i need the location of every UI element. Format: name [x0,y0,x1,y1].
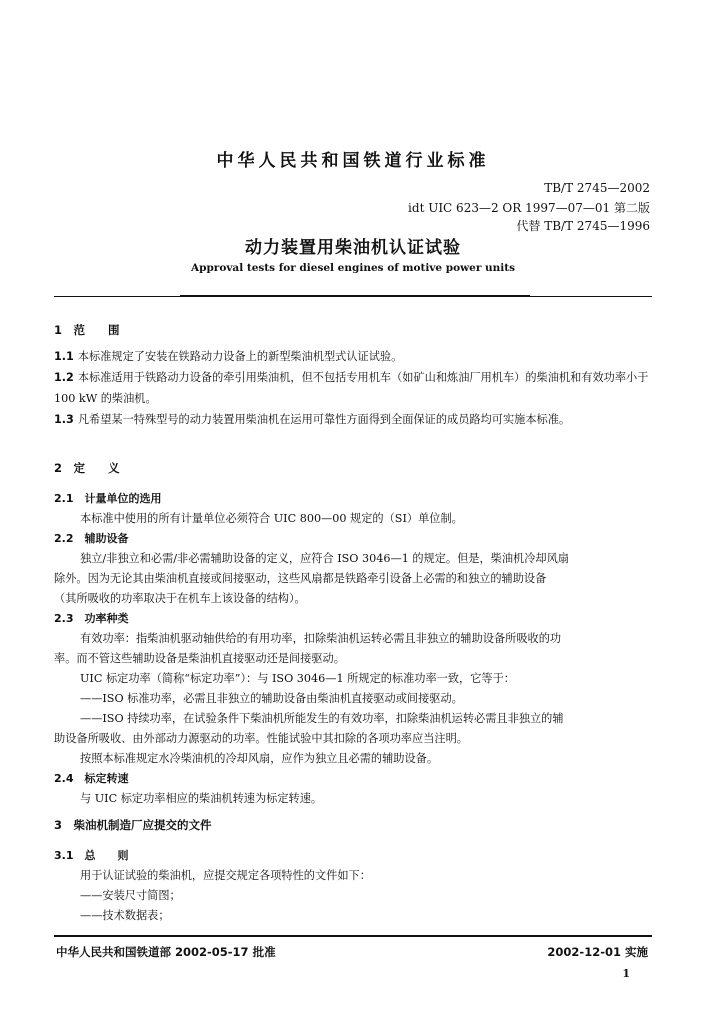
document-title-english: Approval tests for diesel engines of motive power units [190,262,516,274]
clause-text: 本标准适用于铁路动力设备的牵引用柴油机，但不包括专用机车（如矿山和炼油厂用机车）的柴油机和有效功率小于 100 kW 的柴油机。 [54,371,649,405]
clause-2-3-line: ——ISO 标准功率，必需且非独立的辅助设备由柴油机直接驱动或间接驱动。 [80,692,463,705]
clause-3-1-line: ——安装尺寸简图； [80,889,181,902]
clause-2-3-line: 有效功率：指柴油机驱动轴供给的有用功率，扣除柴油机运转必需且非独立的辅助设备所吸收的功 [80,632,562,645]
replaces-reference: 代替 TB/T 2745—1996 [516,219,650,233]
clause-3-1-heading: 3.1 总 则 [54,849,129,862]
clause-number: 1.1 [54,350,74,363]
clause-2-3-heading: 2.3 功率种类 [54,612,129,625]
section-3-heading: 3 柴油机制造厂应提交的文件 [54,818,212,832]
clause-2-3-line: ——ISO 持续功率，在试验条件下柴油机所能发生的有效功率，扣除柴油机运转必需且非独立的辅 [80,712,564,725]
clause-2-4-text: 与 UIC 标定功率相应的柴油机转速为标定转速。 [80,792,323,805]
clause-2-3-line: UIC 标定功率（简称“标定功率”）：与 ISO 3046—1 所规定的标准功率一致，它等于： [80,672,515,685]
clause-1-1 [54,346,652,367]
clause-1-2 [54,367,652,409]
clause-2-1-heading: 2.1 计量单位的选用 [54,492,162,505]
clause-2-1-text: 本标准中使用的所有计量单位必须符合 UIC 800—00 规定的（SI）单位制。 [80,512,463,525]
clause-1-3 [54,409,652,430]
footer-divider [54,935,652,937]
clause-2-3-line: 助设备所吸收、由外部动力源驱动的功率。性能试验中其扣除的各项功率应当注明。 [54,732,468,745]
document-title: 动力装置用柴油机认证试验 [245,238,461,258]
clause-2-3-line: 按照本标准规定水冷柴油机的冷却风扇，应作为独立且必需的辅助设备。 [80,752,439,765]
clause-text: 凡希望某一特殊型号的动力装置用柴油机在运用可靠性方面得到全面保证的成员路均可实施本标准。 [77,413,571,426]
standard-number: TB/T 2745—2002 [544,181,650,195]
clause-3-1-line: 用于认证试验的柴油机，应提交规定各项特性的文件如下： [80,869,371,882]
clause-number: 1.3 [54,413,74,426]
clause-number: 1.2 [54,371,74,384]
clause-2-2-line: （其所吸收的功率取决于在机车上该设备的结构）。 [54,592,306,605]
clause-2-2-line: 除外。因为无论其由柴油机直接或间接驱动，这些风扇都是铁路牵引设备上必需的和独立的辅助设备 [54,572,547,585]
clause-2-2-line: 独立/非独立和必需/非必需辅助设备的定义，应符合 ISO 3046—1 的规定。但是，柴油机冷却风扇 [80,552,569,565]
clause-text: 本标准规定了安装在铁路动力设备上的新型柴油机型式认证试验。 [77,350,403,363]
clause-2-4-heading: 2.4 标定转速 [54,772,129,785]
clause-2-3-line: 率。而不管这些辅助设备是柴油机直接驱动还是间接驱动。 [54,652,345,665]
effective-date: 2002-12-01 实施 [547,945,648,959]
idt-reference: idt UIC 623—2 OR 1997—07—01 第二版 [408,201,650,215]
section-1-heading: 1 范 围 [54,323,120,337]
header-divider-thick [180,295,530,297]
standard-category-title: 中华人民共和国铁道行业标准 [216,151,490,171]
approval-issuer: 中华人民共和国铁道部 2002-05-17 批准 [56,945,276,959]
page-number: 1 [622,967,630,980]
section-2-heading: 2 定 义 [54,461,120,475]
clause-3-1-line: ——技术数据表； [80,909,170,922]
clause-2-2-heading: 2.2 辅助设备 [54,532,129,545]
